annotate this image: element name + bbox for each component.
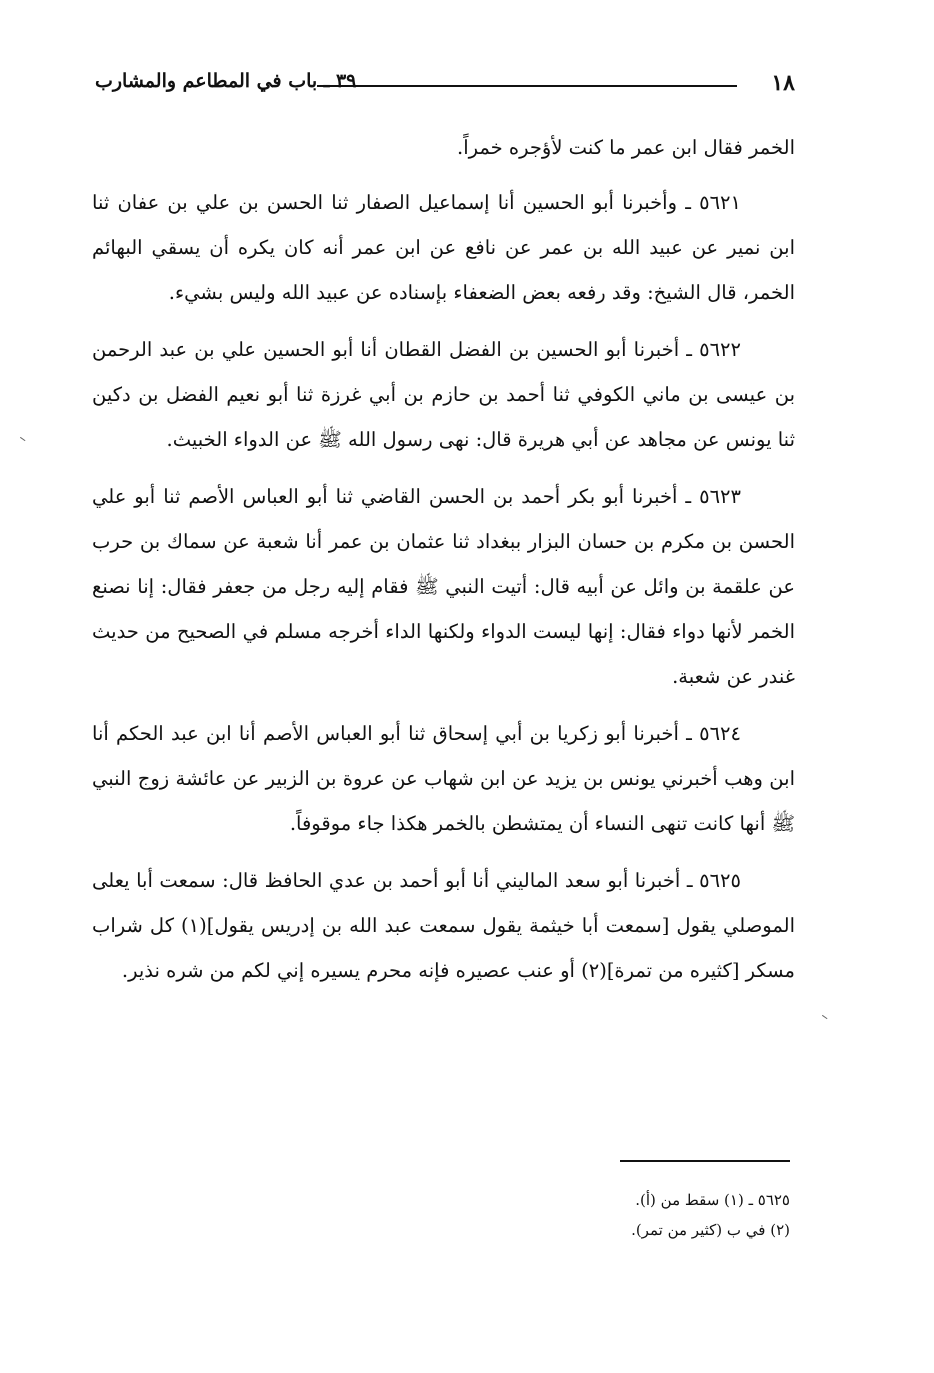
main-text	[92, 125, 795, 1005]
chapter-title: ٣٩ ـ باب في المطاعم والمشارب	[95, 70, 357, 92]
header-rule	[317, 85, 737, 87]
hadith-5622: ٥٦٢٢ ـ أخبرنا أبو الحسين بن الفضل القطان أنا أبو الحسين علي بن عبد الرحمن بن عيسى بن ماني الكوفي ثنا أحمد بن حازم بن أبي غرزة ثنا أبو نعيم الفضل بن دكين ثنا يونس عن مجاهد عن أبي هريرة قال: نهى رسول الله ﷺ عن الدواء الخبيث.	[92, 338, 795, 451]
footnote-1: ٥٦٢٥ ـ (١) سقط من (أ).	[635, 1191, 790, 1209]
footnotes	[290, 1185, 790, 1245]
scan-speck	[17, 437, 26, 446]
paragraph-continuation: الخمر فقال ابن عمر ما كنت لأؤجره خمراً.	[457, 136, 795, 159]
footnote-2: (٢) في ب (كثير من تمر).	[631, 1221, 790, 1239]
scan-speck	[819, 1015, 828, 1024]
page-header	[95, 68, 795, 104]
hadith-5623: ٥٦٢٣ ـ أخبرنا أبو بكر أحمد بن الحسن القاضي ثنا أبو العباس الأصم ثنا أبو علي الحسن بن مكرم بن حسان البزار ببغداد ثنا عثمان بن عمر أنا شعبة عن سماك بن حرب عن علقمة بن وائل عن أبيه قال: أتيت النبي ﷺ فقام إليه رجل من جعفر فقال: إنا نصنع الخمر لأنها دواء فقال: إنها ليست الدواء ولكنها الداء أخرجه مسلم في الصحيح من حديث غندر عن شعبة.	[92, 485, 795, 688]
hadith-5624: ٥٦٢٤ ـ أخبرنا أبو زكريا بن أبي إسحاق ثنا أبو العباس الأصم أنا ابن عبد الحكم أنا ابن وهب أخبرني يونس بن يزيد عن ابن شهاب عن عروة بن الزبير عن عائشة زوج النبي ﷺ أنها كانت تنهى النساء أن يمتشطن بالخمر هكذا جاء موقوفاً.	[92, 722, 795, 835]
hadith-5625: ٥٦٢٥ ـ أخبرنا أبو سعد الماليني أنا أبو أحمد بن عدي الحافظ قال: سمعت أبا يعلى الموصلي يقول [سمعت أبا خيثمة يقول سمعت عبد الله بن إدريس يقول](١) كل شراب مسكر [كثيره من تمرة](٢) أو عنب عصيره فإنه محرم يسيره إني لكم من شره نذير.	[92, 869, 795, 982]
hadith-5621: ٥٦٢١ ـ وأخبرنا أبو الحسين أنا إسماعيل الصفار ثنا الحسن بن علي بن عفان ثنا ابن نمير عن عبيد الله بن عمر عن نافع عن ابن عمر أنه كان يكره أن يسقي البهائم الخمر، قال الشيخ: وقد رفعه بعض الضعفاء بإسناده عن عبيد الله وليس بشيء.	[92, 191, 795, 304]
page-number: ١٨	[771, 70, 795, 96]
footnote-divider	[620, 1160, 790, 1162]
